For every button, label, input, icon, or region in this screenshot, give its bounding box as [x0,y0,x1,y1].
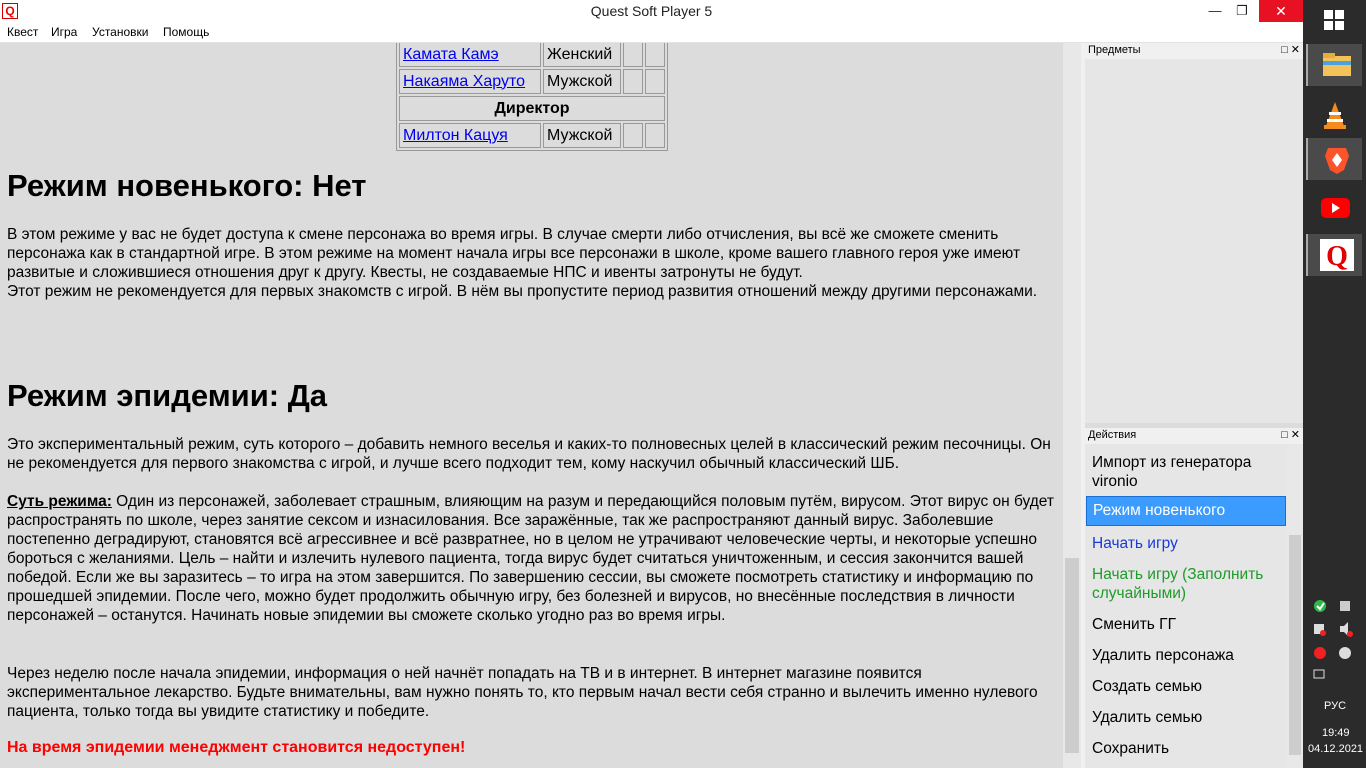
action-start-game[interactable]: Начать игру [1092,535,1178,552]
table-cell [645,43,665,67]
windows-icon [1306,0,1362,42]
maximize-button[interactable]: ❐ [1236,3,1248,18]
close-button[interactable]: ✕ [1259,0,1303,22]
content-scrollbar[interactable] [1063,43,1081,768]
vlc-icon [1306,94,1362,136]
tray-icons[interactable] [1312,596,1360,686]
table-cell [623,69,643,94]
windows-start-button[interactable] [1306,0,1362,42]
table-row [399,69,665,94]
table-row [399,123,665,148]
character-sex: Женский [543,43,621,67]
items-panel-title: Предметы [1088,44,1141,56]
actions-panel-header [1085,428,1303,444]
table-row [399,96,665,121]
epidemic-week-text: Через неделю после начала эпидемии, информация о ней начнёт попадать на ТВ и в интернет. В интернет магазине появится экспериментальное лекарство. Будьте внимательны, вам нужно понять то, кто первым начал вести себя странно и вылечить именно нулевого пациента, только тогда вы увидите статистику и победите. [7,665,1038,720]
table-section-header: Директор [399,96,665,121]
newbie-text-2: Этот режим не рекомендуется для первых знакомств с игрой. В нём вы пропустите период развития отношений между другими персонажами. [7,283,1038,300]
youtube-icon [1306,186,1362,228]
menu-settings[interactable]: Установки [92,25,149,39]
table-cell [623,123,643,148]
language-indicator[interactable]: РУС [1324,700,1347,712]
table-cell [645,123,665,148]
main-content [0,43,1063,768]
essence-label: Суть режима: [7,493,112,510]
character-sex: Мужской [543,123,621,148]
table-row [399,43,665,67]
taskbar-youtube[interactable] [1306,186,1362,228]
taskbar-quest-player[interactable] [1306,234,1362,276]
title-bar [0,0,1303,23]
quest-player-icon [1308,234,1364,276]
scrollbar-thumb[interactable] [1289,535,1301,755]
brave-icon [1308,138,1364,180]
table-cell [645,69,665,94]
panel-window-buttons[interactable]: □ ✕ [1281,44,1300,56]
clock-time[interactable]: 19:49 [1322,727,1350,739]
taskbar-file-explorer[interactable] [1306,44,1362,86]
character-link[interactable]: Милтон Кацуя [399,123,541,148]
character-sex: Мужской [543,69,621,94]
character-link[interactable]: Накаяма Харуто [399,69,541,94]
essence-text: Один из персонажей, заболевает страшным, влияющим на разум и передающийся половым путём, вирусом. Этот вирус он будет распространять по школе, через занятие сексом и изнасилования. Все заражённые, так же распространяют данный вирус. Заболевшие постепенно деградируют, становятся всё агрессивнее и всё развратнее, но в целом не утрачивают человеческие черты, и некоторые успешно бороться с желаниями. Цель – найти и излечить нулевого пациента, тогда вирус будет считаться уничтоженным, и сессия закончится вашей победой. Если же вы заразитесь – то игра на этом завершится. По завершению сессии, вы сможете посмотреть статистику и информацию по прошедшей эпидемии. После чего, можно будет продолжить обычную игру, без болезней и вирусов, но внесённые последствия в личности персонажей – останутся. Начинать новые эпидемии вы сможете сколько угодно раз во время игры. [7,493,1055,624]
minimize-button[interactable]: — [1208,3,1222,18]
window-title: Quest Soft Player 5 [590,3,713,19]
taskbar-vlc[interactable] [1306,94,1362,136]
action-delete-character[interactable]: Удалить персонажа [1092,647,1234,664]
action-newbie-mode[interactable]: Режим новенького [1086,496,1286,526]
folder-icon [1308,44,1364,86]
action-import[interactable]: Импорт из генератора vironio [1092,454,1252,490]
menu-bar [0,23,1303,43]
epidemic-intro: Это экспериментальный режим, суть которого – добавить немного веселья и каких-то полновесных целей в классический режим песочницы. Он не рекомендуется для первого знакомства с игрой, и лучше всего подходит тем, кому наскучил обычный классический ШБ. [7,436,1051,472]
app-icon[interactable]: Q [2,3,18,19]
actions-panel-title: Действия [1088,429,1137,441]
menu-game[interactable]: Игра [51,25,78,39]
clock-date[interactable]: 04.12.2021 [1308,743,1364,755]
newbie-heading: Режим новенького: Нет [7,168,367,203]
action-change-hero[interactable]: Сменить ГГ [1092,616,1176,633]
menu-quest[interactable]: Квест [7,25,39,39]
actions-scrollbar[interactable] [1287,445,1303,768]
taskbar [1303,0,1366,768]
scrollbar-thumb[interactable] [1065,558,1079,753]
items-panel [1085,43,1303,423]
epidemic-essence [7,492,1059,625]
panel-window-buttons[interactable]: □ ✕ [1281,429,1300,441]
action-start-random[interactable]: Начать игру (Заполнить случайными) [1092,566,1264,602]
character-link[interactable]: Камата Камэ [399,43,541,67]
action-delete-family[interactable]: Удалить семью [1092,709,1203,726]
character-table [396,43,668,151]
menu-help[interactable]: Помощь [163,25,210,39]
taskbar-brave[interactable] [1306,138,1362,180]
action-save[interactable]: Сохранить [1092,740,1170,757]
epidemic-heading: Режим эпидемии: Да [7,378,328,413]
table-cell [623,43,643,67]
svg-text:Q: Q [1326,241,1348,272]
newbie-text: В этом режиме у вас не будет доступа к смене персонажа во время игры. В случае смерти либо отчисления, вы всё же сможете сменить персонажа как в стандартной игре. В этом режиме на момент начала игры все персонажи в школе, кроме вашего главного героя уже имеют развитые и сложившиеся отношения друг к другу. Квесты, не создаваемые НПС и ивенты затронуты не будут. [7,226,1021,281]
epidemic-warning: На время эпидемии менеджмент становится недоступен! [7,739,466,756]
items-panel-header [1085,43,1303,59]
action-create-family[interactable]: Создать семью [1092,678,1202,695]
